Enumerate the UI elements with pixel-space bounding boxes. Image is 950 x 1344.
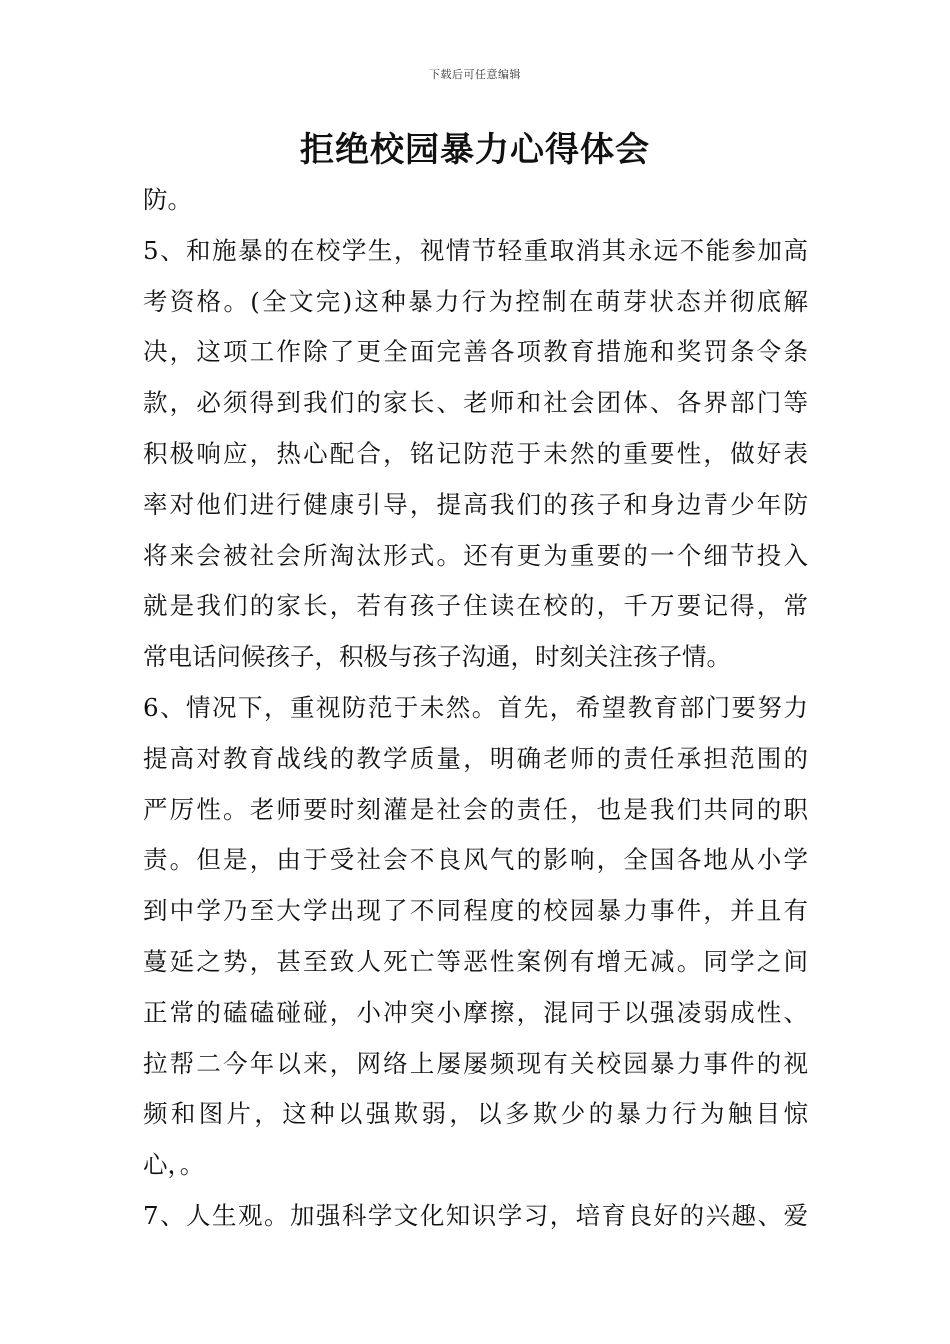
text-line: 7、人生观。加强科学文化知识学习，培育良好的兴趣、爱 [143,1200,808,1230]
text-line: 拉帮二今年以来，网络上屡屡频现有关校园暴力事件的视 [143,1048,808,1078]
text-line: 责。但是，由于受社会不良风气的影响，全国各地从小学 [143,845,808,875]
text-line: 防。 [143,185,192,214]
text-line: 常电话问候孩子，积极与孩子沟通，时刻关注孩子情。 [143,642,731,672]
body-text [143,175,808,1242]
text-line: 款，必须得到我们的家长、老师和社会团体、各界部门等 [143,388,808,418]
text-line: 5、和施暴的在校学生，视情节轻重取消其永远不能参加高 [143,235,808,265]
text-line: 严厉性。老师要时刻灌是社会的责任，也是我们共同的职 [143,794,808,824]
text-line: 率对他们进行健康引导，提高我们的孩子和身边青少年防 [143,489,808,519]
text-line: 考资格。(全文完)这种暴力行为控制在萌芽状态并彻底解 [143,286,808,316]
header-note: 下载后可任意编辑 [429,68,521,81]
text-line: 到中学乃至大学出现了不同程度的校园暴力事件，并且有 [143,896,808,926]
text-line: 正常的磕磕碰碰，小冲突小摩擦，混同于以强凌弱成性、 [143,997,808,1027]
text-line: 6、情况下，重视防范于未然。首先，希望教育部门要努力 [143,692,808,722]
text-line: 决，这项工作除了更全面完善各项教育措施和奖罚条令条 [143,337,808,367]
text-line: 频和图片，这种以强欺弱，以多欺少的暴力行为触目惊 [143,1099,808,1129]
text-line: 将来会被社会所淘汰形式。还有更为重要的一个细节投入 [143,540,808,570]
text-line: 就是我们的家长，若有孩子住读在校的，千万要记得，常 [143,591,808,621]
text-line: 提高对教育战线的教学质量，明确老师的责任承担范围的 [143,743,808,773]
document-title: 拒绝校园暴力心得体会 [300,130,650,170]
text-line: 蔓延之势，甚至致人死亡等恶性案例有增无减。同学之间 [143,946,808,976]
text-line: 心，。 [143,1150,205,1180]
text-line: 积极响应，热心配合，铭记防范于未然的重要性，做好表 [143,438,808,468]
